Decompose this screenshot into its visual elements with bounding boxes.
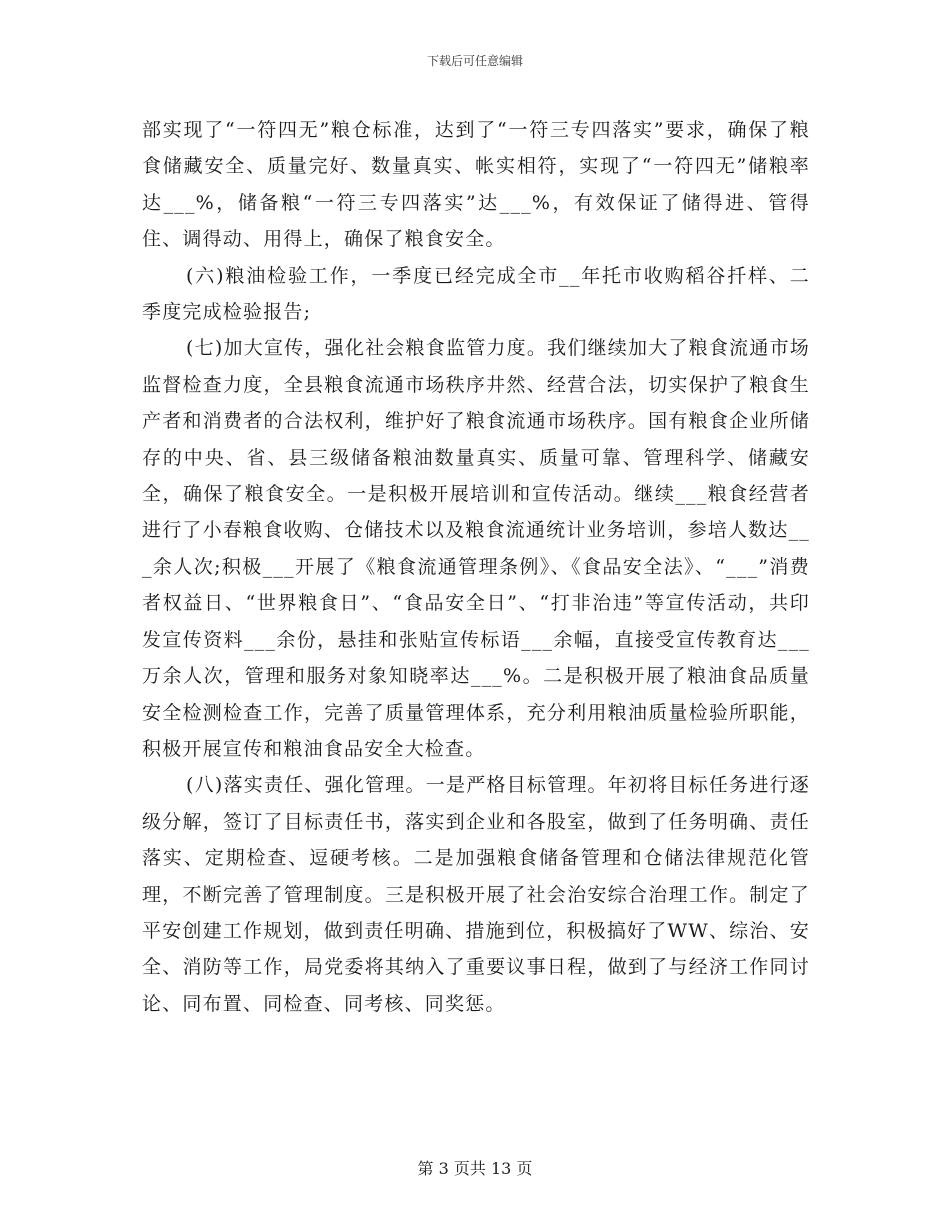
paragraph-continuation: 部实现了“一符四无”粮仓标准，达到了“一符三专四落实”要求，确保了粮食储藏安全、质量完好、数量真实、帐实相符，实现了“一符四无”储粮率达___%，储备粮“一符三专四落实”达___%，有效保证了储得进、管得住、调得动、用得上，确保了粮食安全。 — [142, 119, 810, 251]
paragraph-grain-oil-inspection: (六)粮油检验工作，一季度已经完成全市__年托市收购稻谷扦样、二季度完成检验报告; — [142, 264, 810, 324]
page-number: 第 3 页共 13 页 — [417, 1159, 533, 1178]
paragraph-publicity-supervision: (七)加大宣传，强化社会粮食监管力度。我们继续加大了粮食流通市场监督检查力度，全县粮食流通市场秩序井然、经营合法，切实保护了粮食生产者和消费者的合法权利，维护好了粮食流通市场秩序。国有粮食企业所储存的中央、省、县三级储备粮油数量真实、质量可靠、管理科学、储藏安全，确保了粮食安全。一是积极开展培训和宣传活动。继续___粮食经营者进行了小春粮食收购、仓储技术以及粮食流通统计业务培训，参培人数达___余人次;积极___开展了《粮食流通管理条例》、《食品安全法》、“___”消费者权益日、“世界粮食日”、“食品安全日”、“打非治违”等宣传活动，共印发宣传资料___余份，悬挂和张贴宣传标语___余幅，直接受宣传教育达___万余人次，管理和服务对象知晓率达___%。二是积极开展了粮油食品质量安全检测检查工作，完善了质量管理体系，充分利用粮油质量检验所职能，积极开展宣传和粮油食品安全大检查。 — [142, 337, 810, 760]
document-body — [142, 112, 810, 1022]
page-header-note: 下载后可任意编辑 — [426, 54, 523, 68]
paragraph-responsibility-management: (八)落实责任、强化管理。一是严格目标管理。年初将目标任务进行逐级分解，签订了目标责任书，落实到企业和各股室，做到了任务明确、责任落实、定期检查、逗硬考核。二是加强粮食储备管理和仓储法律规范化管理，不断完善了管理制度。三是积极开展了社会治安综合治理工作。制定了平安创建工作规划，做到责任明确、措施到位，积极搞好了WW、综治、安全、消防等工作，局党委将其纳入了重要议事日程，做到了与经济工作同讨论、同布置、同检查、同考核、同奖惩。 — [142, 774, 810, 1015]
